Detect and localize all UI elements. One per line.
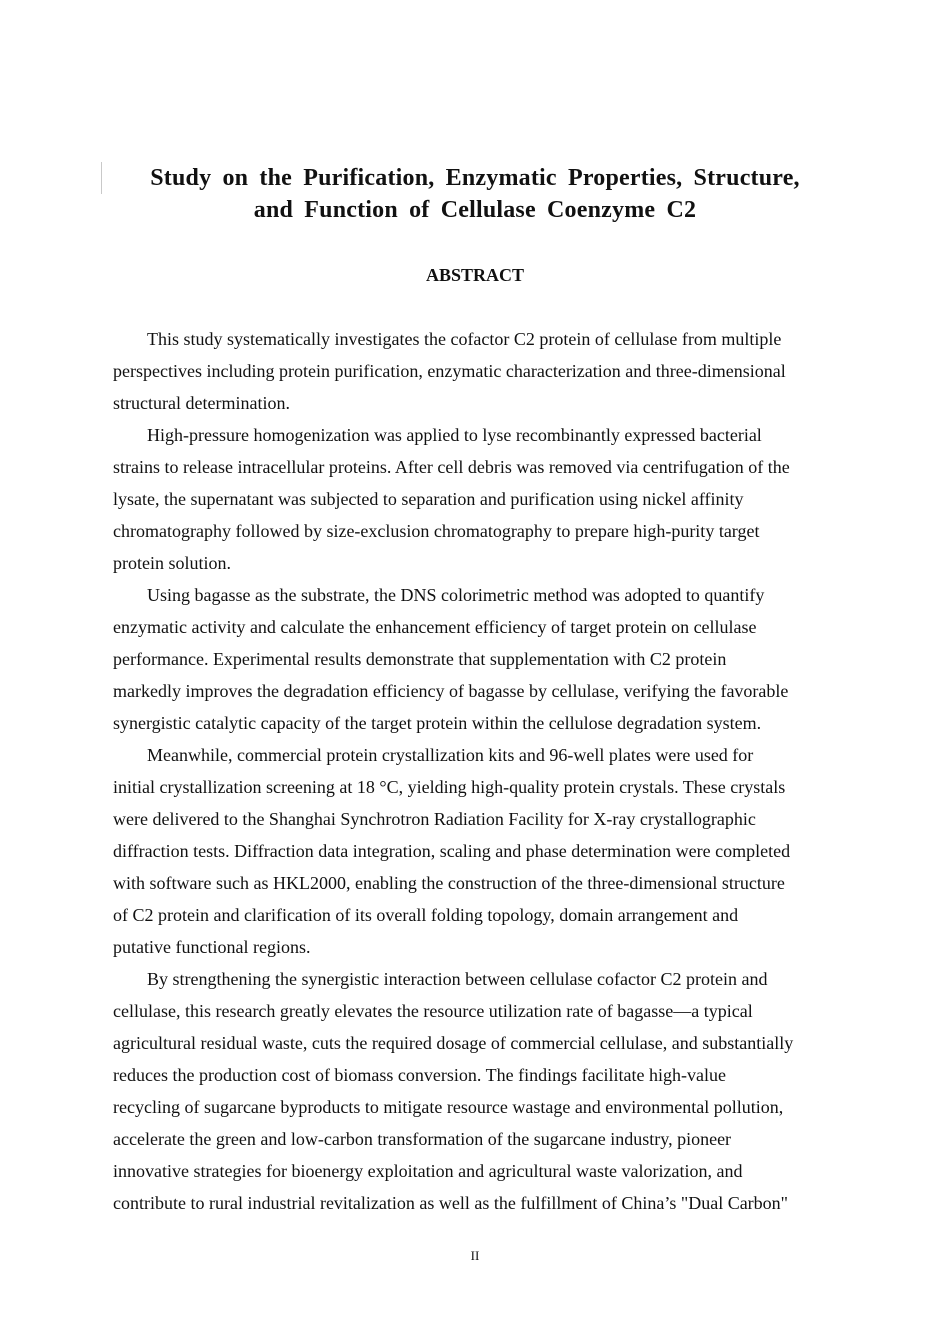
text-line: lysate, the supernatant was subjected to separation and purification using nickel affinity <box>113 489 744 509</box>
text-line: This study systematically investigates the cofactor C2 protein of cellulase from multiple <box>147 329 782 349</box>
text-line: perspectives including protein purification, enzymatic characterization and three-dimensional <box>113 361 786 381</box>
text-line: recycling of sugarcane byproducts to mitigate resource wastage and environmental pollution, <box>113 1097 784 1117</box>
paper-title <box>113 162 837 226</box>
abstract-paragraph-3 <box>113 579 839 739</box>
paper-title-line-1: Study on the Purification, Enzymatic Properties, Structure, <box>150 165 800 191</box>
page-number: II <box>470 1248 480 1263</box>
abstract-paragraph-5 <box>113 963 839 1219</box>
text-line: Using bagasse as the substrate, the DNS colorimetric method was adopted to quantify <box>147 585 765 605</box>
text-line: High-pressure homogenization was applied to lyse recombinantly expressed bacterial <box>147 425 762 445</box>
text-line: innovative strategies for bioenergy exploitation and agricultural waste valorization, and <box>113 1161 743 1181</box>
text-line: accelerate the green and low-carbon transformation of the sugarcane industry, pioneer <box>113 1129 732 1149</box>
text-line: enzymatic activity and calculate the enhancement efficiency of target protein on cellulase <box>113 617 757 637</box>
text-line: of C2 protein and clarification of its overall folding topology, domain arrangement and <box>113 905 739 925</box>
text-line: with software such as HKL2000, enabling the construction of the three-dimensional structure <box>113 873 785 893</box>
text-line: Meanwhile, commercial protein crystallization kits and 96-well plates were used for <box>147 745 754 765</box>
abstract-heading: ABSTRACT <box>425 265 525 285</box>
text-line: chromatography followed by size-exclusion chromatography to prepare high-purity target <box>113 521 760 541</box>
text-line: By strengthening the synergistic interaction between cellulase cofactor C2 protein and <box>147 969 768 989</box>
paper-title-line-2: and Function of Cellulase Coenzyme C2 <box>253 197 697 223</box>
abstract-paragraph-2 <box>113 419 839 579</box>
abstract-paragraph-1 <box>113 323 839 419</box>
abstract-paragraph-4 <box>113 739 839 963</box>
text-line: contribute to rural industrial revitalization as well as the fulfillment of China’s "Dual Carbon" <box>113 1193 789 1213</box>
text-line: strains to release intracellular proteins. After cell debris was removed via centrifugation of the <box>113 457 790 477</box>
text-line: initial crystallization screening at 18 °C, yielding high-quality protein crystals. These crystals <box>113 777 786 797</box>
text-line: diffraction tests. Diffraction data integration, scaling and phase determination were completed <box>113 841 791 861</box>
abstract-body <box>113 323 839 1219</box>
text-line: markedly improves the degradation efficiency of bagasse by cellulase, verifying the favorable <box>113 681 789 701</box>
text-line: cellulase, this research greatly elevates the resource utilization rate of bagasse—a typical <box>113 1001 753 1021</box>
text-line: structural determination. <box>113 393 290 413</box>
text-line: were delivered to the Shanghai Synchrotron Radiation Facility for X-ray crystallographic <box>113 809 756 829</box>
text-line: synergistic catalytic capacity of the target protein within the cellulose degradation system. <box>113 713 762 733</box>
text-line: reduces the production cost of biomass conversion. The findings facilitate high-value <box>113 1065 727 1085</box>
text-line: putative functional regions. <box>113 937 311 957</box>
text-line: performance. Experimental results demonstrate that supplementation with C2 protein <box>113 649 727 669</box>
text-line: protein solution. <box>113 553 231 573</box>
margin-rule <box>101 162 102 194</box>
text-line: agricultural residual waste, cuts the required dosage of commercial cellulase, and substantially <box>113 1033 794 1053</box>
